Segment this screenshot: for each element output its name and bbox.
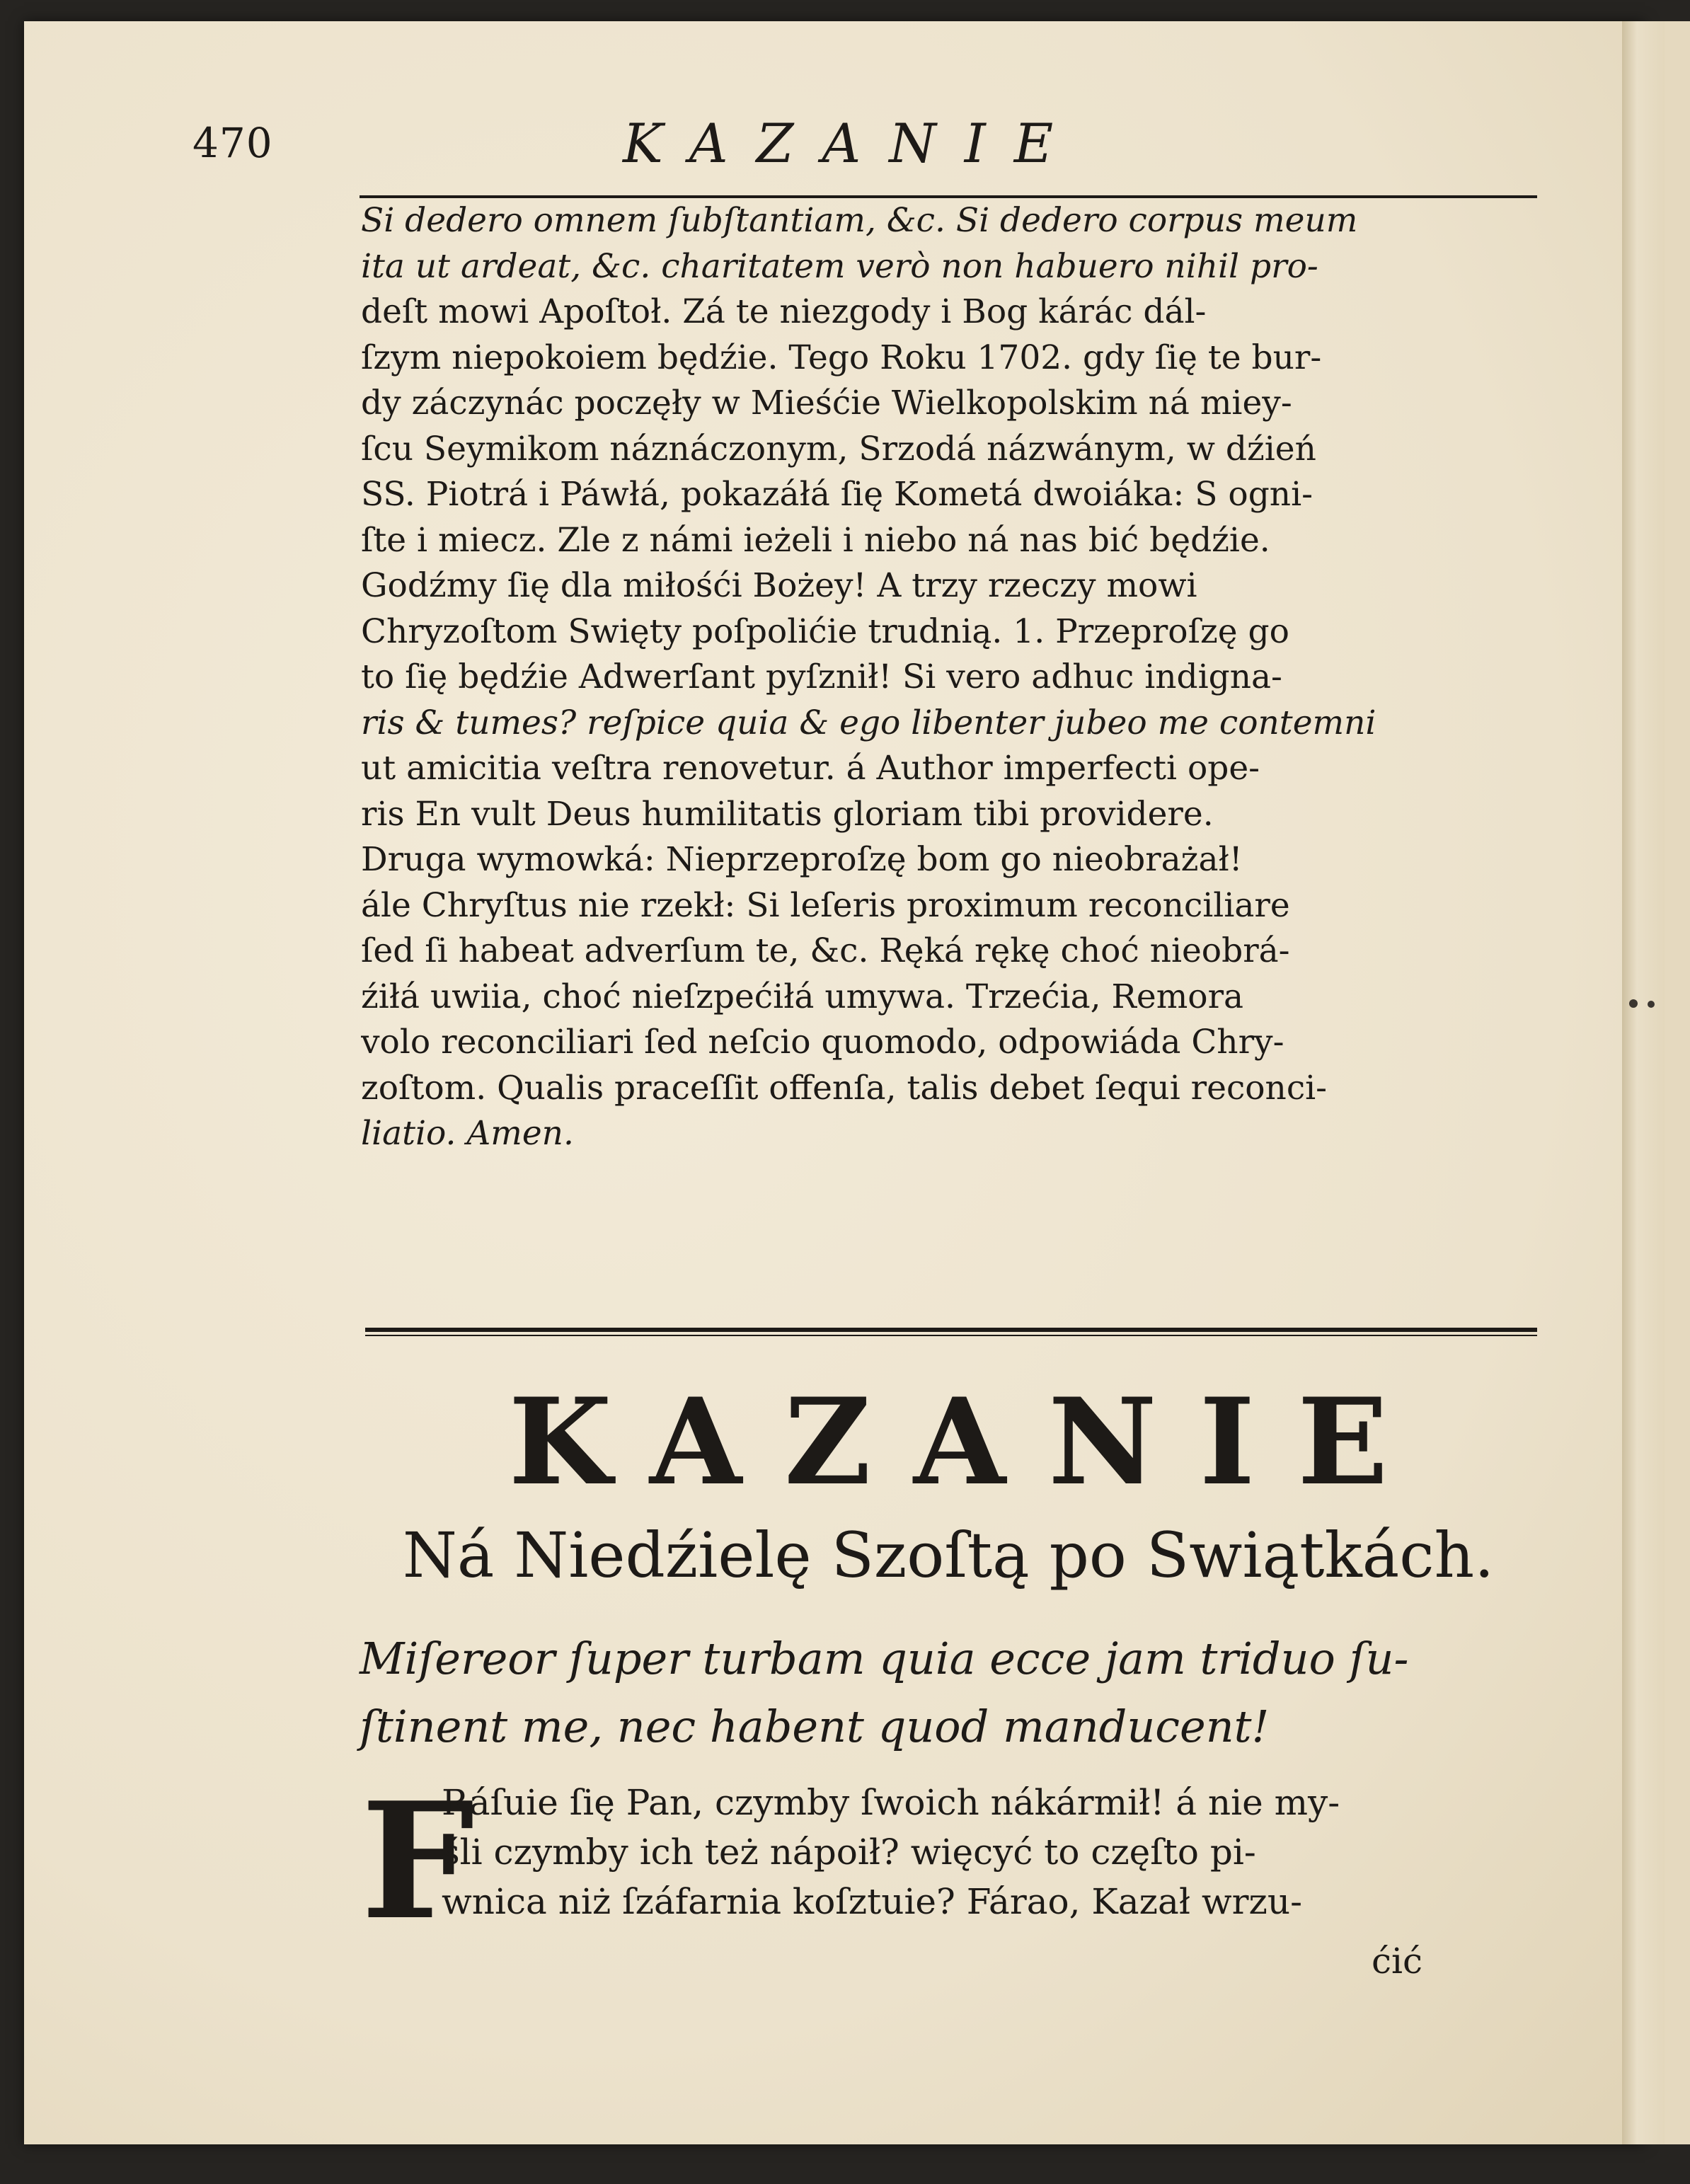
divider-thick-line (365, 1328, 1537, 1332)
text-line: Chryzoſtom Swięty poſpolićie trudnią. 1. Przeproſzę go (361, 611, 1289, 651)
text-line: ris & tumes? reſpice quia & ego libenter jubeo me contemni (361, 703, 1376, 742)
margin-dot (1629, 999, 1638, 1008)
page-gutter (1622, 21, 1665, 2144)
text-line: volo reconciliari ſed neſcio quomodo, odpowiáda Chry- (361, 1023, 1284, 1062)
epigraph-line: Miſereor ſuper turbam quia ecce jam triduo ſu- (360, 1633, 1409, 1684)
sermon-opening-text (442, 1778, 1537, 1926)
text-line: śli czymby ich też nápoił? więcyć to częſto pi- (442, 1832, 1256, 1873)
margin-dot (1648, 1001, 1655, 1008)
previous-sermon-ending (361, 198, 1536, 1157)
text-line: ſzym niepokoiem będźie. Tego Roku 1702. gdy ſię te bur- (361, 338, 1322, 377)
text-line: Godźmy ſię dla miłośći Bożey! A trzy rzeczy mowi (361, 566, 1197, 605)
text-line: ále Chryſtus nie rzekł: Si leſeris proximum reconciliare (361, 885, 1290, 925)
epigraph-line: ſtinent me, nec habent quod manducent! (360, 1701, 1270, 1752)
text-line: zoſtom. Qualis praceſſit offenſa, talis debet ſequi reconci- (361, 1068, 1328, 1108)
text-line: dy záczynác poczęły w Mieśćie Wielkopolskim ná miey- (361, 384, 1292, 423)
catchword: ćić (1372, 1941, 1422, 1982)
sermon-title: KAZANIE (508, 1372, 1431, 1512)
sermon-subtitle: Ná Niedźielę Szoſtą po Swiątkách. (402, 1519, 1495, 1592)
text-line: wnica niż ſzáfarnia koſztuie? Fárao, Kazał wrzu- (442, 1881, 1302, 1922)
next-page-edge (1665, 21, 1690, 2144)
drop-cap-initial: F (361, 1768, 475, 1955)
running-head: KAZANIE (623, 112, 1082, 175)
text-line: ut amicitia veſtra renovetur. á Author imperfecti ope- (361, 749, 1260, 788)
divider-thin-line (365, 1335, 1537, 1336)
latin-epigraph (360, 1625, 1537, 1761)
text-line: Si dedero omnem ſubſtantiam, &c. Si dedero corpus meum (361, 201, 1358, 240)
text-line: Druga wymowká: Nieprzeproſzę bom go nieobrażał! (361, 840, 1243, 879)
text-line: ſed ſi habeat adverſum te, &c. Ręká rękę choć nieobrá- (361, 931, 1290, 970)
text-line: ſcu Seymikom náznáczonym, Srzodá názwánym, w dźień (361, 429, 1316, 469)
text-line: to ſię będźie Adwerſant pyſznił! Si vero adhuc indigna- (361, 657, 1282, 696)
text-line: deſt mowi Apoſtoł. Zá te niezgody i Bog kárác dál- (361, 292, 1207, 331)
text-line: Ráſuie ſię Pan, czymby ſwoich nákármił! á nie my- (442, 1782, 1340, 1823)
text-line: ſte i miecz. Zle z námi ieżeli i niebo ná nas bić będźie. (361, 520, 1270, 560)
text-line: ita ut ardeat, &c. charitatem verò non habuero nihil pro- (361, 246, 1318, 286)
page-number: 470 (192, 119, 273, 167)
section-divider (365, 1328, 1537, 1338)
text-line: ris En vult Deus humilitatis gloriam tibi providere. (361, 794, 1214, 834)
text-line: liatio. Amen. (361, 1114, 574, 1153)
text-line: SS. Piotrá i Páwłá, pokazáłá ſię Kometá dwoiáka: S ogni- (361, 475, 1313, 514)
text-line: źiłá uwiia, choć nieſzpećiłá umywa. Trzećia, Remora (361, 977, 1244, 1016)
